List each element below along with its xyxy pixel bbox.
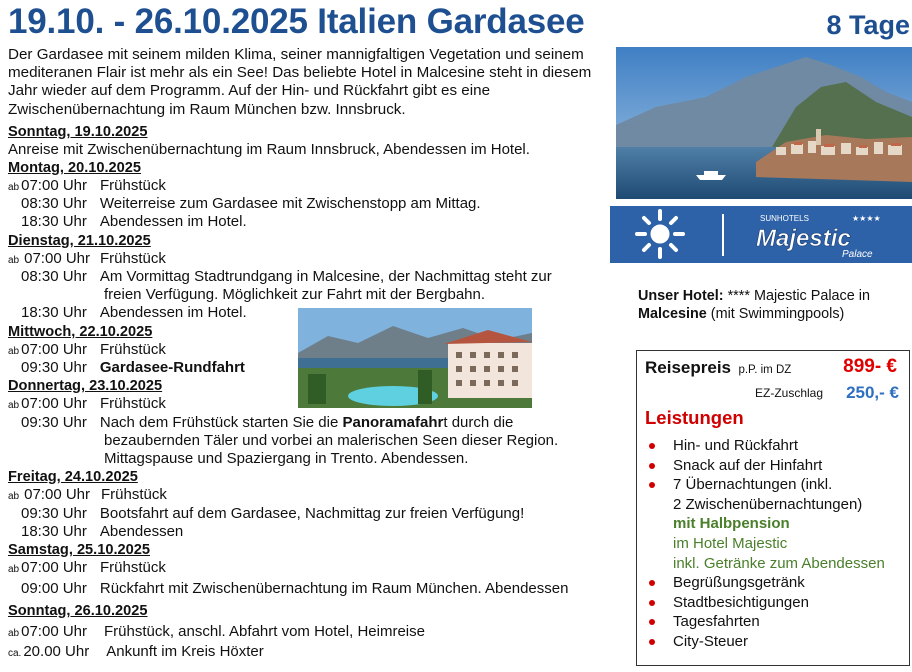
day-heading: Sonntag, 26.10.2025 bbox=[8, 603, 148, 619]
schedule-row: ab 07:00 Uhr Frühstück bbox=[8, 250, 166, 267]
price-amount: 899- € bbox=[843, 356, 897, 377]
schedule-row: 18:30 Uhr Abendessen im Hotel. bbox=[21, 304, 247, 321]
hotel-info: Unser Hotel: **** Majestic Palace in Malcesine (mit Swimmingpools) bbox=[638, 288, 870, 322]
ez-label: EZ-Zuschlag bbox=[755, 386, 824, 400]
schedule-row: ca. 20.00 Uhr Ankunft im Kreis Höxter bbox=[8, 643, 264, 660]
page-title: 19.10. - 26.10.2025 Italien Gardasee bbox=[8, 2, 585, 41]
day-heading: Donnertag, 23.10.2025 bbox=[8, 378, 163, 394]
list-item: Stadtbesichtigungen bbox=[645, 593, 885, 613]
ez-amount: 250,- € bbox=[846, 383, 899, 402]
logo-name: Majestic bbox=[756, 225, 851, 252]
schedule-row: 08:30 Uhr Am Vormittag Stadtrundgang in Malcesine, der Nachmittag steht zur bbox=[21, 268, 552, 285]
schedule-row: ab 07:00 Uhr Frühstück bbox=[8, 486, 167, 503]
list-item: Begrüßungsgetränk bbox=[645, 573, 885, 593]
day-text: Anreise mit Zwischenübernachtung im Raum Innsbruck, Abendessen im Hotel. bbox=[8, 141, 530, 158]
day-heading: Samstag, 25.10.2025 bbox=[8, 542, 150, 558]
hotel-logo bbox=[610, 206, 912, 263]
list-item: Snack auf der Hinfahrt bbox=[645, 456, 885, 476]
list-item: Tagesfahrten bbox=[645, 612, 885, 632]
schedule-row: 09:30 Uhr Gardasee-Rundfahrt bbox=[21, 359, 245, 376]
services-title: Leistungen bbox=[645, 407, 744, 428]
hotel-photo bbox=[298, 308, 532, 408]
intro-text: Der Gardasee mit seinem milden Klima, seiner mannigfaltigen Vegetation und seinem mediteranen Flair ist mehr als ein See! Das beliebte Hotel in Malcesine steht in diesem Jahr wieder auf dem Programm. Auf der Hin- und Rückfahrt gibt es eine Zwischenübernachtung im Raum München bzw. Innsbruck. bbox=[8, 46, 592, 118]
schedule-row: 08:30 Uhr Weiterreise zum Gardasee mit Zwischenstopp am Mittag. bbox=[21, 195, 481, 212]
day-heading: Sonntag, 19.10.2025 bbox=[8, 124, 148, 140]
services-list bbox=[645, 436, 885, 652]
schedule-row-cont: Mittagspause und Spaziergang in Trento. Abendessen. bbox=[104, 450, 469, 467]
schedule-row: 18:30 Uhr Abendessen bbox=[21, 523, 184, 540]
schedule-row: ab 07:00 Uhr Frühstück, anschl. Abfahrt vom Hotel, Heimreise bbox=[8, 623, 425, 640]
duration-label: 8 Tage bbox=[826, 10, 910, 40]
logo-sub: Palace bbox=[842, 249, 873, 260]
day-heading: Freitag, 24.10.2025 bbox=[8, 469, 138, 485]
list-item: Hin- und Rückfahrt bbox=[645, 436, 885, 456]
schedule-row: ab 07:00 Uhr Frühstück bbox=[8, 395, 166, 412]
day-heading: Mittwoch, 22.10.2025 bbox=[8, 324, 153, 340]
day-heading: Montag, 20.10.2025 bbox=[8, 160, 142, 176]
price-row: Reisepreis p.P. im DZ bbox=[645, 358, 792, 377]
schedule-row-cont: bezaubernden Täler und vorbei an malerischen Seen dieser Region. bbox=[104, 432, 559, 449]
schedule-row-cont: freien Verfügung. Möglichkeit zur Fahrt mit der Bergbahn. bbox=[104, 286, 486, 303]
day-heading: Dienstag, 21.10.2025 bbox=[8, 233, 151, 249]
schedule-row: ab 07:00 Uhr Frühstück bbox=[8, 177, 166, 194]
list-item: 7 Übernachtungen (inkl. 2 Zwischenübernachtungen) mit Halbpension im Hotel Majestic inkl. Getränke zum Abendessen bbox=[645, 475, 885, 573]
logo-stars: ★★★★ bbox=[852, 214, 881, 223]
schedule-row: 09:30 Uhr Nach dem Frühstück starten Sie die Panoramafahrt durch die bbox=[21, 414, 514, 431]
schedule-row: 09:30 Uhr Bootsfahrt auf dem Gardasee, Nachmittag zur freien Verfügung! bbox=[21, 505, 525, 522]
lake-photo bbox=[616, 47, 912, 199]
price-box bbox=[636, 350, 910, 666]
list-item: City-Steuer bbox=[645, 632, 885, 652]
logo-brand: SUNHOTELS bbox=[760, 214, 809, 223]
schedule-row: 18:30 Uhr Abendessen im Hotel. bbox=[21, 213, 247, 230]
schedule-row: ab 07:00 Uhr Frühstück bbox=[8, 341, 166, 358]
schedule-row: ab 07:00 Uhr Frühstück bbox=[8, 559, 166, 576]
schedule-row: 09:00 Uhr Rückfahrt mit Zwischenübernachtung im Raum München. Abendessen bbox=[21, 580, 569, 597]
sun-icon bbox=[637, 211, 683, 257]
